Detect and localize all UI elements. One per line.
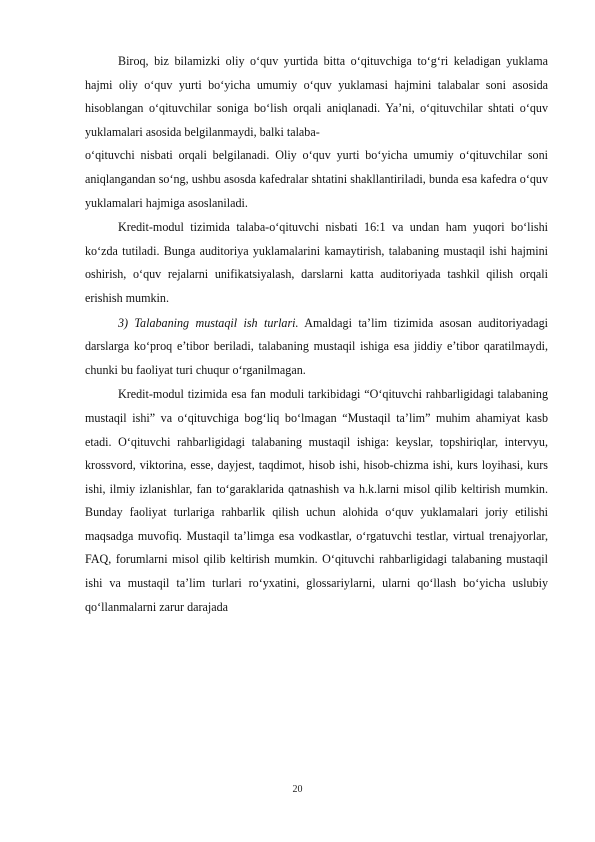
- paragraph-2: o‘qituvchi nisbati orqali belgilanadi. Oliy o‘quv yurti bo‘yicha umumiy o‘qituvchilar soni aniqlangandan so‘ng, ushbu asosda kafedralar shtatini shakllantiriladi, bunda esa kafedra o‘quv yuklamalari hajmiga asoslaniladi.: [85, 148, 548, 210]
- document-body: [85, 50, 548, 619]
- paragraph-5: Kredit-modul tizimida esa fan moduli tarkibidagi “O‘qituvchi rahbarligidagi talabaning mustaqil ishi” va o‘qituvchiga bog‘liq bo‘lmagan “Mustaqil ta’lim” muhim ahamiyat kasb etadi. O‘qituvchi rahbarligidagi talabaning mustaqil ishiga: keyslar, topshiriqlar, intervyu, krossvord, viktorina, esse, dayjest, taqdimot, hisob ishi, hisob-chizma ishi, kurs loyihasi, kurs ishi, ilmiy izlanishlar, fan to‘garaklarida qatnashish va h.k.larni misol qilib keltirish mumkin. Bunday faoliyat turlariga rahbarlik qilish uchun alohida o‘quv yuklamalari joriy etilishi maqsadga muvofiq. Mustaqil ta’limga esa vodkastlar, o‘rgatuvchi testlar, virtual trenajyorlar, FAQ, forumlarni misol qilib keltirish mumkin. O‘qituvchi rahbarligidagi talabaning mustaqil ishi va mustaqil ta’lim turlari ro‘yxatini, glossariylarni, ularni qo‘llash bo‘yicha uslubiy qo‘llanmalarni zarur darajada: [85, 387, 548, 614]
- paragraph-4-text: Amaldagi ta’lim tizimida asosan auditoriyadagi darslarga ko‘proq e’tibor beriladi, talabaning mustaqil ishiga esa jiddiy e’tibor qaratilmaydi, chunki bu faoliyat turi chuqur o‘rganilmagan.: [85, 315, 549, 377]
- paragraph-1: Biroq, biz bilamizki oliy o‘quv yurtida bitta o‘qituvchiga to‘g‘ri keladigan yuklama hajmi oliy o‘quv yurti bo‘yicha umumiy o‘quv yuklamasi hajmini talabalar soni asosida hisoblangan o‘qituvchilar soniga bo‘lish orqali aniqlanadi. Ya’ni, o‘qituvchilar shtati o‘quv yuklamalari asosida belgilanmaydi, balki talaba-: [85, 54, 548, 139]
- paragraph-4: [85, 312, 548, 383]
- paragraph-3: Kredit-modul tizimida talaba-o‘qituvchi nisbati 16:1 va undan ham yuqori bo‘lishi ko‘zda tutiladi. Bunga auditoriya yuklamalarini kamaytirish, talabaning mustaqil ishi hajmini oshirish, o‘quv rejalarni unifikatsiyalash, darslarni katta auditoriyada tashkil qilish orqali erishish mumkin.: [85, 220, 548, 305]
- page-number: 20: [292, 784, 303, 795]
- section-heading: 3) Talabaning mustaqil ish turlari.: [118, 315, 299, 330]
